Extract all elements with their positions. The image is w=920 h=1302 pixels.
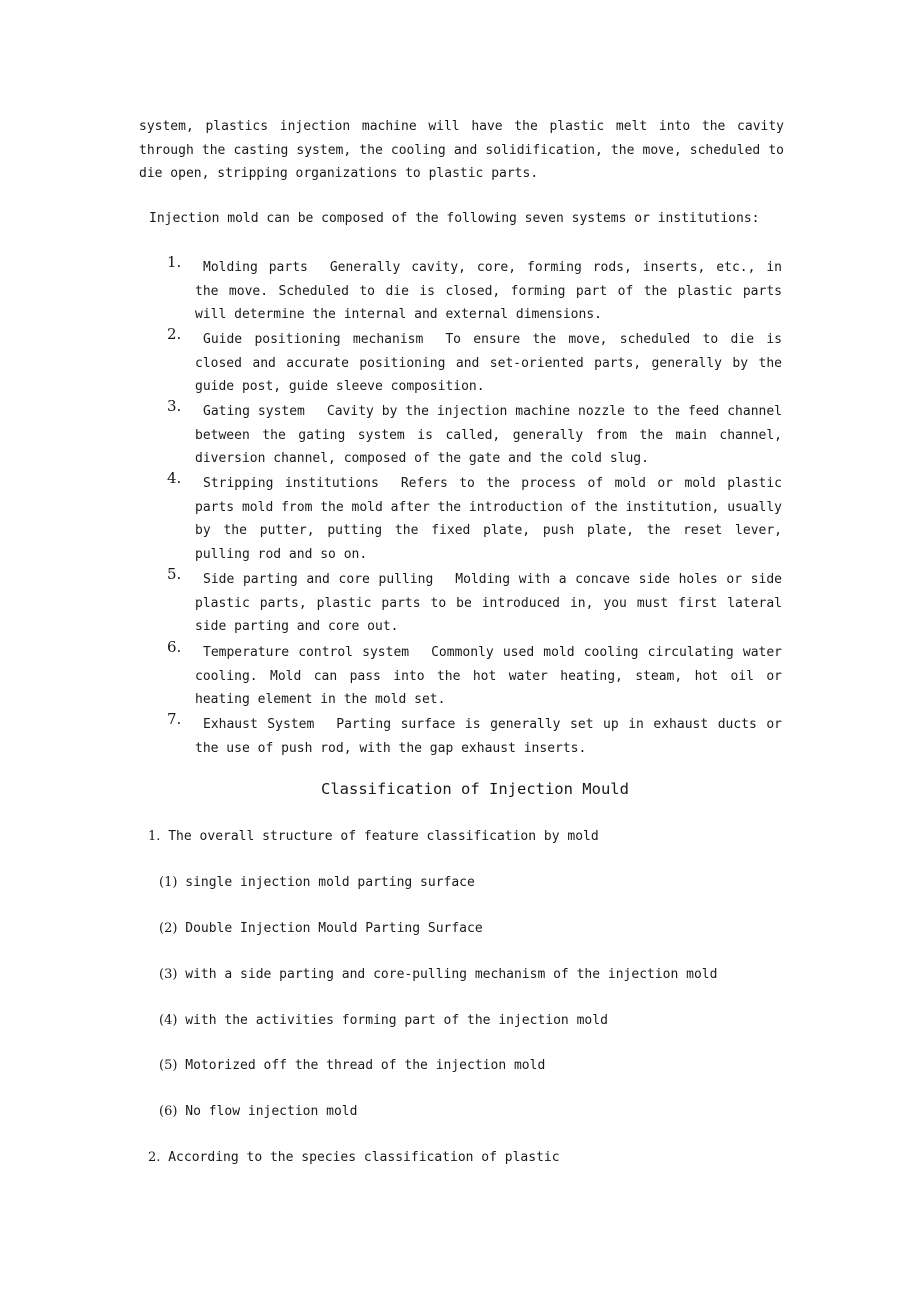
classification-text: The overall structure of feature classification by mold bbox=[168, 829, 599, 844]
classification-text: Double Injection Mould Parting Surface bbox=[185, 921, 483, 936]
list-item-body bbox=[195, 400, 782, 471]
intro-paragraph: system, plastics injection machine will have the plastic melt into the cavity through the casting system, the cooling and solidification, the move, scheduled to die open, stripping organizations to plastic parts. bbox=[139, 119, 784, 181]
classification-number: 2. bbox=[148, 1150, 161, 1165]
list-item-number: 2. bbox=[167, 325, 182, 343]
list-item-number: 4. bbox=[167, 469, 182, 487]
list-item-title: Gating system bbox=[203, 404, 305, 419]
classification-text: single injection mold parting surface bbox=[185, 875, 475, 890]
classification-text: with the activities forming part of the injection mold bbox=[185, 1013, 608, 1028]
list-item-text: Generally cavity, core, forming rods, inserts, etc., in the move. Scheduled to die is closed, forming part of the plastic parts will determine the internal and external dimensions. bbox=[195, 260, 783, 322]
classification-text: No flow injection mold bbox=[185, 1104, 358, 1119]
list-item-title: Exhaust System bbox=[203, 717, 315, 732]
list-item-body bbox=[195, 328, 782, 399]
list-item-text: Refers to the process of mold or mold plastic parts mold from the mold after the introduction of the institution, usually by the putter, putting the fixed plate, push plate, the reset lever, pulling rod and so on. bbox=[195, 476, 782, 562]
list-item-number: 1. bbox=[167, 253, 182, 271]
list-item-body bbox=[195, 713, 782, 760]
list-item-text: Commonly used mold cooling circulating water cooling. Mold can pass into the hot water heating, steam, hot oil or heating element in the mold set. bbox=[195, 645, 783, 707]
classification-item bbox=[159, 964, 717, 986]
list-item-body bbox=[195, 472, 782, 566]
classification-number: (5) bbox=[159, 1058, 178, 1073]
classification-item bbox=[159, 1101, 357, 1123]
classification-item bbox=[159, 872, 475, 894]
list-item-text: To ensure the move, scheduled to die is closed and accurate positioning and set-oriented parts, generally by the guide post, guide sleeve composition. bbox=[195, 332, 782, 394]
list-item-text: Cavity by the injection machine nozzle to the feed channel between the gating system is called, generally from the main channel, diversion channel, composed of the gate and the cold slug. bbox=[195, 404, 783, 466]
classification-number: (4) bbox=[159, 1013, 178, 1028]
list-item-text: Molding with a concave side holes or side plastic parts, plastic parts to be introduced in, you must first lateral side parting and core out. bbox=[195, 572, 782, 634]
classification-number: 1. bbox=[148, 829, 161, 844]
classification-number: (1) bbox=[159, 875, 178, 890]
list-item-title: Stripping institutions bbox=[203, 476, 379, 491]
classification-text: According to the species classification of plastic bbox=[168, 1150, 560, 1165]
classification-item bbox=[148, 826, 599, 848]
classification-number: (6) bbox=[159, 1104, 178, 1119]
list-item-title: Molding parts bbox=[203, 260, 308, 275]
list-item-number: 6. bbox=[167, 638, 182, 656]
systems-lead-sentence: Injection mold can be composed of the following seven systems or institutions: bbox=[149, 211, 760, 226]
classification-number: (2) bbox=[159, 921, 178, 936]
section-heading: Classification of Injection Mould bbox=[321, 780, 629, 798]
classification-number: (3) bbox=[159, 967, 178, 982]
list-item-title: Side parting and core pulling bbox=[203, 572, 434, 587]
list-item-title: Guide positioning mechanism bbox=[203, 332, 424, 347]
classification-text: with a side parting and core-pulling mechanism of the injection mold bbox=[185, 967, 718, 982]
list-item-text: Parting surface is generally set up in exhaust ducts or the use of push rod, with the gap exhaust inserts. bbox=[195, 717, 783, 756]
classification-item bbox=[159, 918, 483, 940]
classification-item bbox=[159, 1055, 545, 1077]
list-item-number: 7. bbox=[167, 710, 182, 728]
list-item-body bbox=[195, 641, 782, 712]
classification-item bbox=[159, 1010, 608, 1032]
list-item-title: Temperature control system bbox=[203, 645, 410, 660]
classification-text: Motorized off the thread of the injection mold bbox=[185, 1058, 546, 1073]
list-item-body bbox=[195, 256, 782, 327]
list-item-number: 5. bbox=[167, 565, 182, 583]
classification-item bbox=[148, 1147, 560, 1169]
list-item-number: 3. bbox=[167, 397, 182, 415]
list-item-body bbox=[195, 568, 782, 639]
